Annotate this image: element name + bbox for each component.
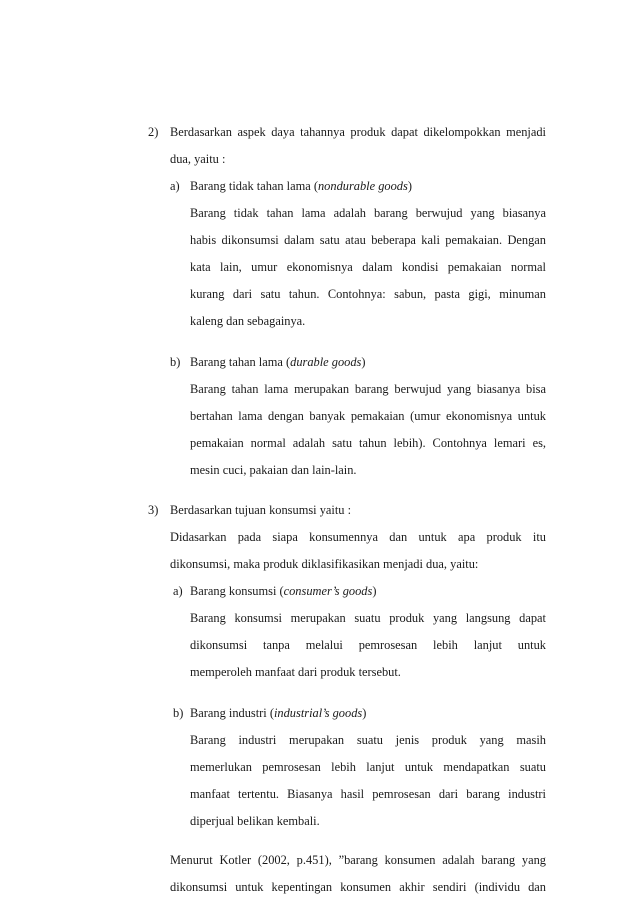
section-2-item-b-line-4: mesin cuci, pakaian dan lain-lain. <box>190 463 357 477</box>
section-2-intro-line-1: Berdasarkan aspek daya tahannya produk dapat dikelompokkan menjadi <box>170 125 546 139</box>
section-3-intro-line-3: dikonsumsi, maka produk diklasifikasikan menjadi dua, yaitu: <box>170 557 479 571</box>
section-3-item-b-label: b) <box>173 706 184 720</box>
section-3-item-b-title: Barang industri (industrial’s goods) <box>190 706 367 720</box>
section-3-intro-line-2: Didasarkan pada siapa konsumennya dan untuk apa produk itu <box>170 530 546 544</box>
section-2-item-b-line-2: bertahan lama dengan banyak pemakaian (umur ekonomisnya untuk <box>190 409 546 423</box>
section-2-item-a-line-1: Barang tidak tahan lama adalah barang berwujud yang biasanya <box>190 206 546 220</box>
section-2-item-a-title: Barang tidak tahan lama (nondurable goods) <box>190 179 412 193</box>
section-2-item-a-line-5: kaleng dan sebagainya. <box>190 314 306 328</box>
section-2-item-a-line-2: habis dikonsumsi dalam satu atau beberapa kali pemakaian. Dengan <box>190 233 546 247</box>
section-2-item-a-line-4: kurang dari satu tahun. Contohnya: sabun, pasta gigi, minuman <box>190 287 546 301</box>
section-2-item-b-line-3: pemakaian normal adalah satu tahun lebih). Contohnya lemari es, <box>190 436 546 450</box>
closing-line-2: dikonsumsi untuk kepentingan konsumen akhir sendiri (individu dan <box>170 880 546 894</box>
section-2-item-a-line-3: kata lain, umur ekonomisnya dalam kondisi pemakaian normal <box>190 260 546 274</box>
closing-line-1: Menurut Kotler (2002, p.451), ”barang konsumen adalah barang yang <box>170 853 546 867</box>
section-2-item-b-line-1: Barang tahan lama merupakan barang berwujud yang biasanya bisa <box>190 382 546 396</box>
section-3-item-b-line-4: diperjual belikan kembali. <box>190 814 320 828</box>
section-3-item-b-line-3: manfaat tertentu. Biasanya hasil pemrosesan dari barang industri <box>190 787 546 801</box>
section-3-item-a-line-2: dikonsumsi tanpa melalui pemrosesan lebih lanjut untuk <box>190 638 546 652</box>
section-2-number: 2) <box>148 125 159 139</box>
section-3-item-a-title: Barang konsumsi (consumer’s goods) <box>190 584 377 598</box>
section-3-item-b-line-1: Barang industri merupakan suatu jenis produk yang masih <box>190 733 546 747</box>
section-2-item-b-title: Barang tahan lama (durable goods) <box>190 355 366 369</box>
section-2-item-a-label: a) <box>170 179 180 193</box>
section-2-item-b-label: b) <box>170 355 181 369</box>
section-3-item-a-label: a) <box>173 584 183 598</box>
section-3-item-b-line-2: memerlukan pemrosesan lebih lanjut untuk mendapatkan suatu <box>190 760 546 774</box>
section-3-intro-line-1: Berdasarkan tujuan konsumsi yaitu : <box>170 503 352 517</box>
section-2-intro-line-2: dua, yaitu : <box>170 152 226 166</box>
section-3-item-a-line-3: memperoleh manfaat dari produk tersebut. <box>190 665 401 679</box>
section-3-number: 3) <box>148 503 159 517</box>
section-3-item-a-line-1: Barang konsumsi merupakan suatu produk yang langsung dapat <box>190 611 546 625</box>
